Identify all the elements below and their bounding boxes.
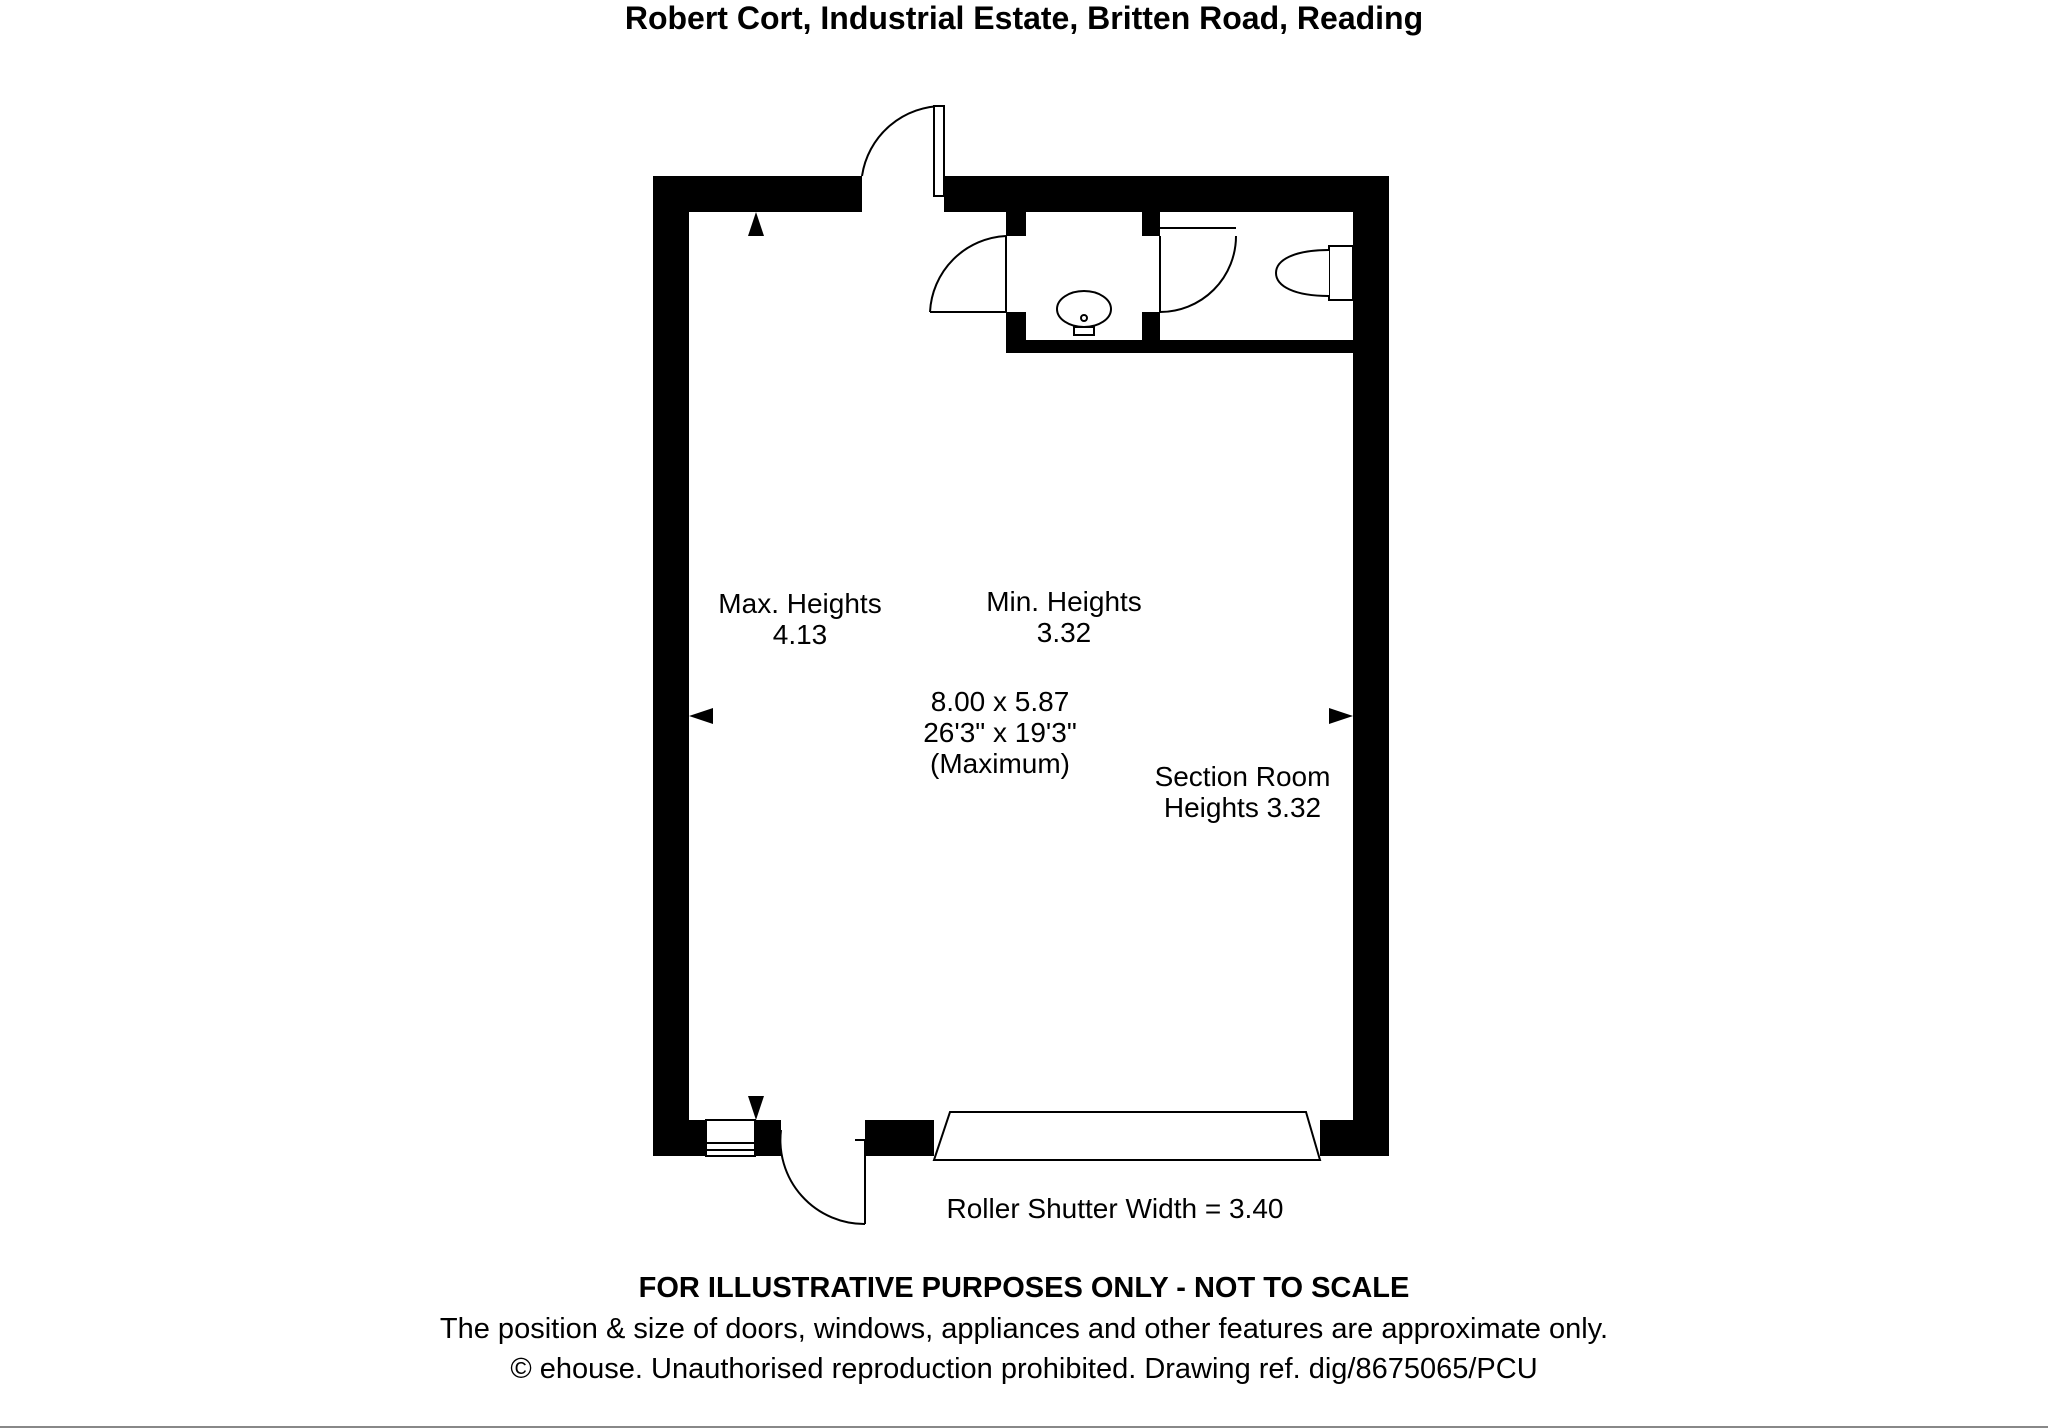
bottom-wall-stub [755,1120,781,1156]
left-wall [653,176,689,1156]
lobby-door-swing [930,236,1006,312]
bottom-wall-left [653,1120,706,1156]
room-dimensions: 8.00 x 5.87 26'3" x 19'3" (Maximum) [923,686,1077,779]
bottom-wall-right [1320,1120,1389,1156]
plan-title: Robert Cort, Industrial Estate, Britten Road, Reading [624,0,1424,36]
wc-door-swing [1160,236,1236,312]
section-marker-right [1329,708,1353,724]
section-marker-top [748,212,764,236]
doors [780,106,1236,1224]
toilet-cistern-icon [1329,246,1353,300]
roller-shutter-label: Roller Shutter Width = 3.40 [946,1193,1284,1224]
sanitary [1057,246,1353,335]
section-marker-bottom [748,1096,764,1120]
entrance-door-swing [862,106,944,176]
disclaimer-heading: FOR ILLUSTRATIVE PURPOSES ONLY - NOT TO SCALE [638,1272,1410,1304]
copyright-text: © ehouse. Unauthorised reproduction prohibited. Drawing ref. dig/8675065/PCU [510,1353,1538,1385]
wc-partition [1006,340,1353,353]
right-wall [1353,176,1389,1156]
disclaimer-text: The position & size of doors, windows, appliances and other features are approximate only. [439,1313,1609,1345]
min-heights-label: Min. Heights 3.32 [986,586,1142,648]
bottom-wall-mid [865,1120,934,1156]
section-marker-left [689,708,713,724]
toilet-bowl-icon [1276,250,1329,296]
bottom-door-swing [780,1130,865,1224]
roller-shutter [934,1112,1320,1160]
section-room-heights: Section Room Heights 3.32 [1154,761,1331,823]
max-heights-label: Max. Heights 4.13 [718,588,882,650]
top-wall-right [944,176,1389,212]
entrance-door-leaf [934,106,944,196]
window [706,1120,755,1156]
